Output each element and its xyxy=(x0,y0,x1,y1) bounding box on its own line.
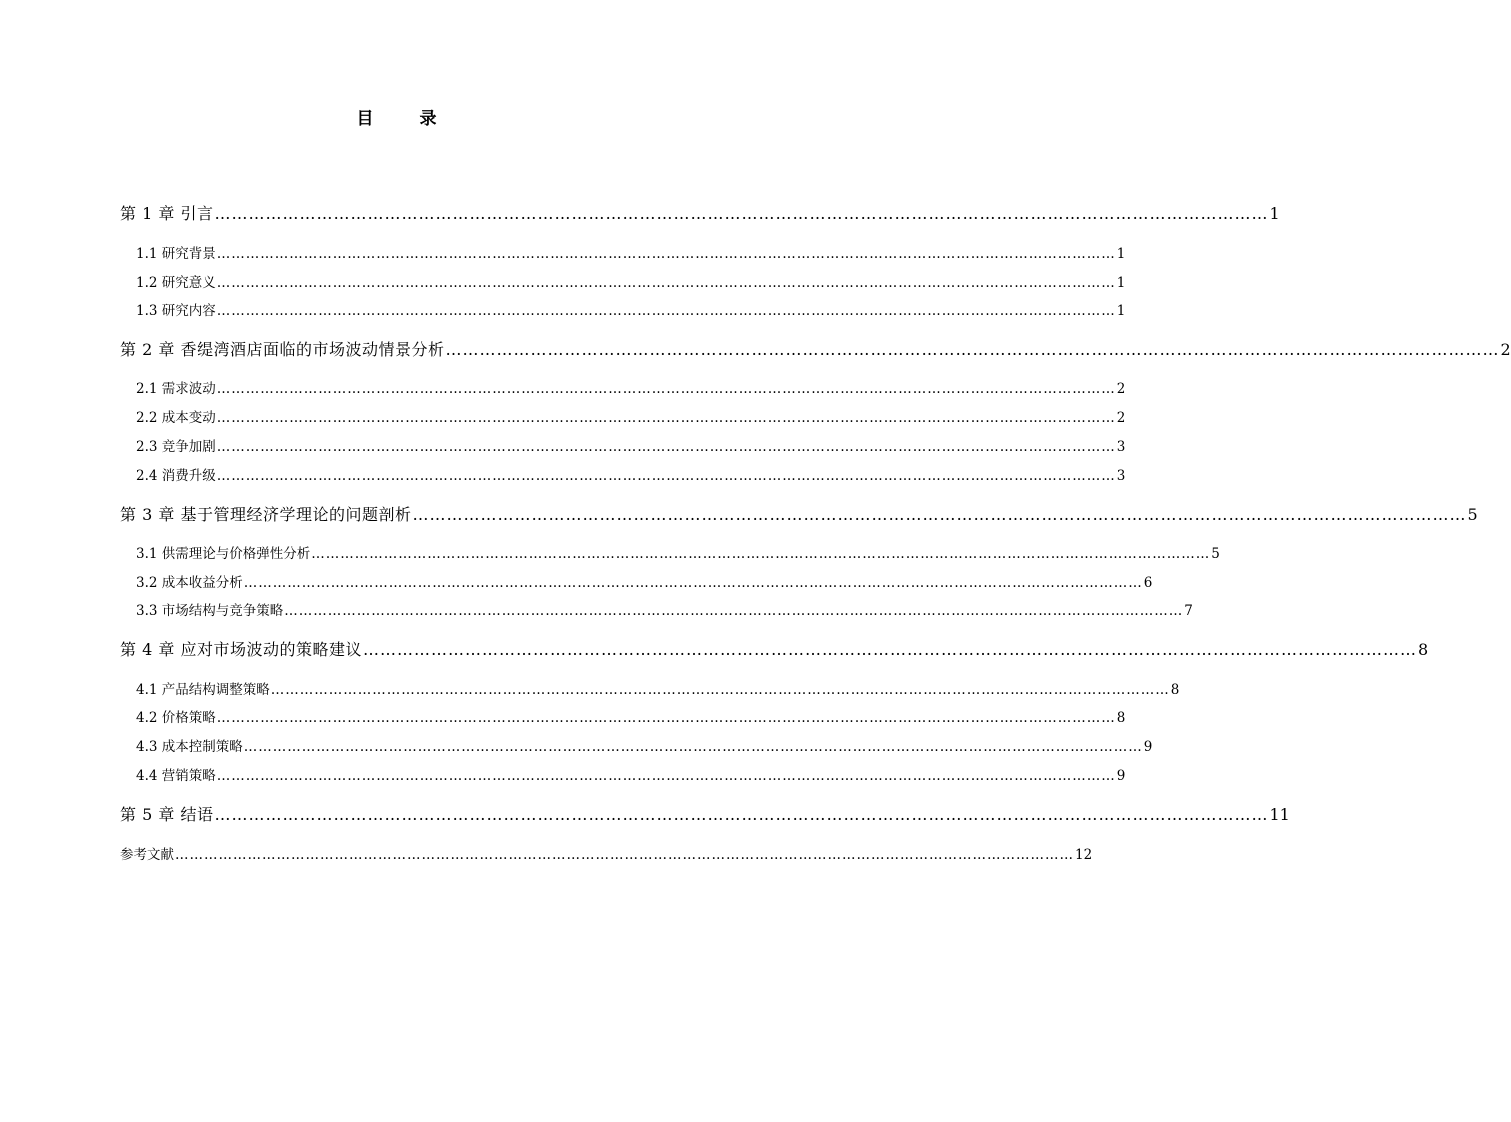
toc-leader-dots: …………………………………………………………………………………………………………………………………………………………………… xyxy=(216,468,1116,484)
toc-entry-label: 4.1 产品结构调整策略 xyxy=(136,682,270,698)
toc-entry-page: 12 xyxy=(1075,847,1093,863)
toc-leader-dots: …………………………………………………………………………………………………………………………………………………………………… xyxy=(216,439,1116,455)
toc-entry-chapter-5[interactable] xyxy=(120,802,1290,825)
toc-leader-dots: …………………………………………………………………………………………………………………………………………………………………… xyxy=(216,768,1116,784)
toc-entry-section-4-1[interactable] xyxy=(120,678,1180,698)
toc-entry-label: 3.1 供需理论与价格弹性分析 xyxy=(136,546,311,562)
toc-entry-label: 2.3 竞争加剧 xyxy=(136,439,216,455)
toc-entry-chapter-3[interactable] xyxy=(120,502,1478,525)
toc-leader-dots: …………………………………………………………………………………………………………………………………………………………………… xyxy=(216,303,1116,319)
toc-entry-page: 5 xyxy=(1467,505,1478,524)
toc-entry-page: 11 xyxy=(1269,805,1290,824)
toc-leader-dots: …………………………………………………………………………………………………………………………………………………………………… xyxy=(216,410,1116,426)
toc-leader-dots: …………………………………………………………………………………………………………………………………………………………………… xyxy=(214,805,1269,824)
toc-entry-page: 1 xyxy=(1116,246,1126,262)
toc-entry-page: 1 xyxy=(1116,303,1126,319)
toc-entry-label: 第 5 章 结语 xyxy=(120,805,214,824)
toc-entry-label: 4.3 成本控制策略 xyxy=(136,739,243,755)
toc-entry-section-4-4[interactable] xyxy=(120,764,1126,784)
toc-entry-section-2-2[interactable] xyxy=(120,406,1126,426)
toc-entry-label: 参考文献 xyxy=(120,847,174,863)
toc-leader-dots: …………………………………………………………………………………………………………………………………………………………………… xyxy=(175,847,1074,863)
toc-entry-section-2-3[interactable] xyxy=(120,435,1126,455)
toc-leader-dots: …………………………………………………………………………………………………………………………………………………………………… xyxy=(216,381,1116,397)
toc-entry-label: 3.2 成本收益分析 xyxy=(136,575,243,591)
toc-entry-label: 2.2 成本变动 xyxy=(136,410,216,426)
toc-entry-label: 2.4 消费升级 xyxy=(136,468,216,484)
toc-entry-label: 4.2 价格策略 xyxy=(136,710,216,726)
toc-entry-label: 第 2 章 香缇湾酒店面临的市场波动情景分析 xyxy=(120,340,445,359)
toc-entry-section-2-4[interactable] xyxy=(120,464,1126,484)
toc-entry-page: 9 xyxy=(1116,768,1126,784)
toc-entry-page: 7 xyxy=(1184,603,1193,619)
toc-entry-page: 1 xyxy=(1269,204,1280,223)
toc-entry-label: 2.1 需求波动 xyxy=(136,381,216,397)
toc-entry-page: 5 xyxy=(1211,546,1220,562)
toc-entry-section-1-1[interactable] xyxy=(120,242,1126,262)
toc-entry-section-3-2[interactable] xyxy=(120,571,1153,591)
toc-entry-section-4-3[interactable] xyxy=(120,735,1153,755)
toc-leader-dots: …………………………………………………………………………………………………………………………………………………………………… xyxy=(412,505,1467,524)
toc-entry-page: 2 xyxy=(1500,340,1511,359)
toc-leader-dots: …………………………………………………………………………………………………………………………………………………………………… xyxy=(216,275,1116,291)
toc-entry-chapter-1[interactable] xyxy=(120,201,1280,224)
toc-entry-chapter-4[interactable] xyxy=(120,637,1429,660)
toc-leader-dots: …………………………………………………………………………………………………………………………………………………………………… xyxy=(214,204,1269,223)
toc-leader-dots: …………………………………………………………………………………………………………………………………………………………………… xyxy=(445,340,1500,359)
toc-entry-section-2-1[interactable] xyxy=(120,377,1126,397)
toc-leader-dots: …………………………………………………………………………………………………………………………………………………………………… xyxy=(243,739,1143,755)
toc-entry-page: 2 xyxy=(1116,410,1126,426)
toc-entry-label: 1.2 研究意义 xyxy=(136,275,216,291)
toc-entry-page: 8 xyxy=(1170,682,1180,698)
toc-leader-dots: …………………………………………………………………………………………………………………………………………………………………… xyxy=(216,246,1116,262)
toc-leader-dots: …………………………………………………………………………………………………………………………………………………………………… xyxy=(243,575,1143,591)
toc-entry-references[interactable] xyxy=(120,843,1093,863)
toc-leader-dots: …………………………………………………………………………………………………………………………………………………………………… xyxy=(270,682,1170,698)
page-title: 目 录 xyxy=(356,109,457,129)
toc-leader-dots: …………………………………………………………………………………………………………………………………………………………………… xyxy=(216,710,1116,726)
toc-leader-dots: …………………………………………………………………………………………………………………………………………………………………… xyxy=(362,640,1417,659)
toc-entry-section-1-2[interactable] xyxy=(120,271,1126,291)
toc-entry-label: 4.4 营销策略 xyxy=(136,768,216,784)
toc-entry-page: 8 xyxy=(1116,710,1126,726)
toc-entry-page: 9 xyxy=(1143,739,1153,755)
toc-leader-dots: …………………………………………………………………………………………………………………………………………………………………… xyxy=(284,603,1184,619)
toc-entry-label: 1.3 研究内容 xyxy=(136,303,216,319)
toc-entry-section-4-2[interactable] xyxy=(120,706,1126,726)
toc-entry-label: 第 4 章 应对市场波动的策略建议 xyxy=(120,640,362,659)
toc-entry-label: 第 1 章 引言 xyxy=(120,204,214,223)
toc-entry-page: 3 xyxy=(1116,468,1126,484)
toc-entry-page: 8 xyxy=(1417,640,1429,659)
toc-entry-label: 3.3 市场结构与竞争策略 xyxy=(136,603,284,619)
toc-entry-section-3-1[interactable] xyxy=(120,542,1220,562)
toc-entry-page: 3 xyxy=(1116,439,1126,455)
toc-leader-dots: …………………………………………………………………………………………………………………………………………………………………… xyxy=(311,546,1211,562)
toc-entry-label: 1.1 研究背景 xyxy=(136,246,216,262)
toc-entry-section-1-3[interactable] xyxy=(120,299,1126,319)
toc-entry-page: 6 xyxy=(1143,575,1153,591)
toc-entry-chapter-2[interactable] xyxy=(120,337,1511,360)
toc-entry-page: 1 xyxy=(1116,275,1126,291)
toc-entry-label: 第 3 章 基于管理经济学理论的问题剖析 xyxy=(120,505,412,524)
toc-entry-page: 2 xyxy=(1116,381,1126,397)
toc-entry-section-3-3[interactable] xyxy=(120,599,1193,619)
